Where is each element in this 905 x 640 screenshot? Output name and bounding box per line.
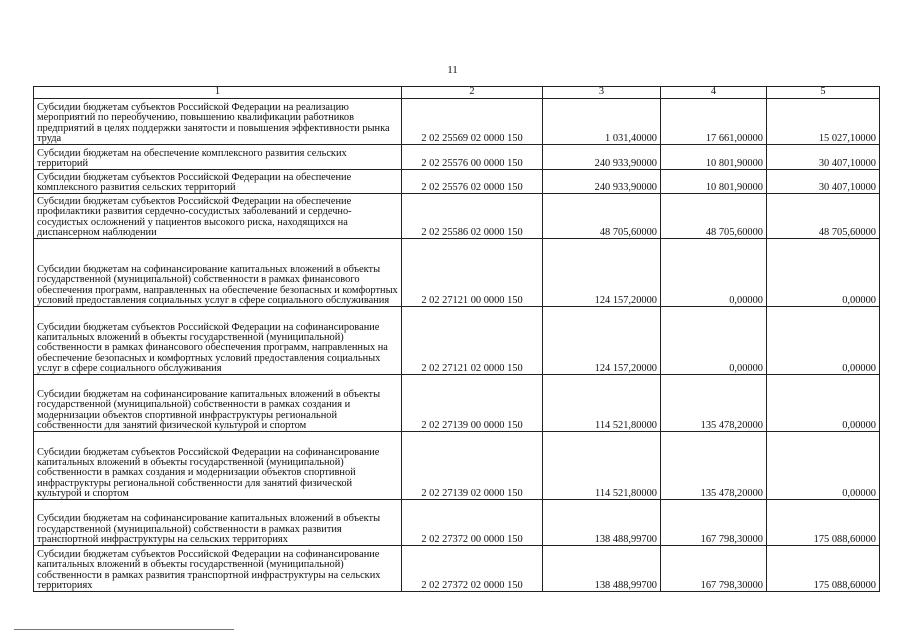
budget-code: 2 02 27121 02 0000 150 xyxy=(402,307,543,375)
budget-code: 2 02 25576 02 0000 150 xyxy=(402,170,543,194)
amount-col-4: 167 798,30000 xyxy=(661,546,767,592)
row-description: Субсидии бюджетам на софинансирование капитальных вложений в объекты государственной (муниципальной) собственности в рамках финансового обеспечения программ, направленных на обеспечение безопасных и комфортных условий предоставления социальных услуг в сфере социального обслуживания xyxy=(34,239,402,307)
amount-col-5: 175 088,60000 xyxy=(767,546,880,592)
amount-col-5: 0,00000 xyxy=(767,307,880,375)
row-description: Субсидии бюджетам субъектов Российской Федерации на софинансирование капитальных вложений в объекты государственной (муниципальной) собственности в рамках развития транспортной инфраструктуры на сельских территориях xyxy=(34,546,402,592)
amount-col-3: 240 933,90000 xyxy=(543,145,661,170)
amount-col-5: 0,00000 xyxy=(767,432,880,500)
table-row xyxy=(34,546,880,592)
table-row xyxy=(34,239,880,307)
row-description: Субсидии бюджетам на обеспечение комплексного развития сельских территорий xyxy=(34,145,402,170)
amount-col-5: 15 027,10000 xyxy=(767,99,880,145)
amount-col-5: 175 088,60000 xyxy=(767,500,880,546)
table-row xyxy=(34,500,880,546)
budget-code: 2 02 27139 00 0000 150 xyxy=(402,375,543,432)
amount-col-4: 10 801,90000 xyxy=(661,170,767,194)
amount-col-4: 17 661,00000 xyxy=(661,99,767,145)
amount-col-3: 1 031,40000 xyxy=(543,99,661,145)
budget-code: 2 02 27372 02 0000 150 xyxy=(402,546,543,592)
budget-code: 2 02 27121 00 0000 150 xyxy=(402,239,543,307)
budget-code: 2 02 25586 02 0000 150 xyxy=(402,194,543,239)
amount-col-3: 114 521,80000 xyxy=(543,375,661,432)
budget-code: 2 02 25576 00 0000 150 xyxy=(402,145,543,170)
row-description: Субсидии бюджетам субъектов Российской Федерации на софинансирование капитальных вложений в объекты государственной (муниципальной) собственности в рамках финансового обеспечения программ, направленных на обеспечение безопасных и комфортных условий предоставления социальных услуг в сфере социального обслуживания xyxy=(34,307,402,375)
row-description: Субсидии бюджетам субъектов Российской Федерации на обеспечение комплексного развития сельских территорий xyxy=(34,170,402,194)
row-description: Субсидии бюджетам на софинансирование капитальных вложений в объекты государственной (муниципальной) собственности в рамках развития транспортной инфраструктуры на сельских территориях xyxy=(34,500,402,546)
amount-col-3: 138 488,99700 xyxy=(543,500,661,546)
budget-code: 2 02 27139 02 0000 150 xyxy=(402,432,543,500)
page-number: 11 xyxy=(447,64,458,76)
amount-col-3: 124 157,20000 xyxy=(543,307,661,375)
amount-col-4: 0,00000 xyxy=(661,239,767,307)
table-row xyxy=(34,432,880,500)
footnote-separator-line xyxy=(14,629,234,630)
amount-col-3: 138 488,99700 xyxy=(543,546,661,592)
column-number-row xyxy=(34,87,880,99)
table-row xyxy=(34,145,880,170)
amount-col-3: 124 157,20000 xyxy=(543,239,661,307)
table-row xyxy=(34,170,880,194)
amount-col-5: 48 705,60000 xyxy=(767,194,880,239)
amount-col-5: 0,00000 xyxy=(767,239,880,307)
amount-col-4: 167 798,30000 xyxy=(661,500,767,546)
column-header-4: 4 xyxy=(661,87,767,99)
budget-table xyxy=(33,86,880,592)
row-description: Субсидии бюджетам субъектов Российской Федерации на реализацию мероприятий по переобучению, повышению квалификации работников предприятий в целях поддержки занятости и повышения эффективности рынка труда xyxy=(34,99,402,145)
row-description: Субсидии бюджетам субъектов Российской Федерации на обеспечение профилактики развития сердечно-сосудистых заболеваний и сердечно-сосудистых осложнений у пациентов высокого риска, находящихся на диспансерном наблюдении xyxy=(34,194,402,239)
budget-code: 2 02 27372 00 0000 150 xyxy=(402,500,543,546)
amount-col-3: 114 521,80000 xyxy=(543,432,661,500)
column-header-1: 1 xyxy=(34,87,402,99)
table-row xyxy=(34,99,880,145)
column-header-5: 5 xyxy=(767,87,880,99)
column-header-2: 2 xyxy=(402,87,543,99)
amount-col-4: 135 478,20000 xyxy=(661,375,767,432)
amount-col-5: 30 407,10000 xyxy=(767,170,880,194)
amount-col-3: 240 933,90000 xyxy=(543,170,661,194)
budget-code: 2 02 25569 02 0000 150 xyxy=(402,99,543,145)
table-row xyxy=(34,194,880,239)
table-row xyxy=(34,375,880,432)
table-row xyxy=(34,307,880,375)
amount-col-3: 48 705,60000 xyxy=(543,194,661,239)
amount-col-4: 10 801,90000 xyxy=(661,145,767,170)
column-header-3: 3 xyxy=(543,87,661,99)
amount-col-4: 135 478,20000 xyxy=(661,432,767,500)
amount-col-5: 0,00000 xyxy=(767,375,880,432)
row-description: Субсидии бюджетам на софинансирование капитальных вложений в объекты государственной (муниципальной) собственности в рамках создания и модернизации объектов спортивной инфраструктуры региональной собственности для занятий физической культурой и спортом xyxy=(34,375,402,432)
amount-col-5: 30 407,10000 xyxy=(767,145,880,170)
row-description: Субсидии бюджетам субъектов Российской Федерации на софинансирование капитальных вложений в объекты государственной (муниципальной) собственности в рамках создания и модернизации объектов спортивной инфраструктуры региональной собственности для занятий физической культурой и спортом xyxy=(34,432,402,500)
amount-col-4: 48 705,60000 xyxy=(661,194,767,239)
amount-col-4: 0,00000 xyxy=(661,307,767,375)
